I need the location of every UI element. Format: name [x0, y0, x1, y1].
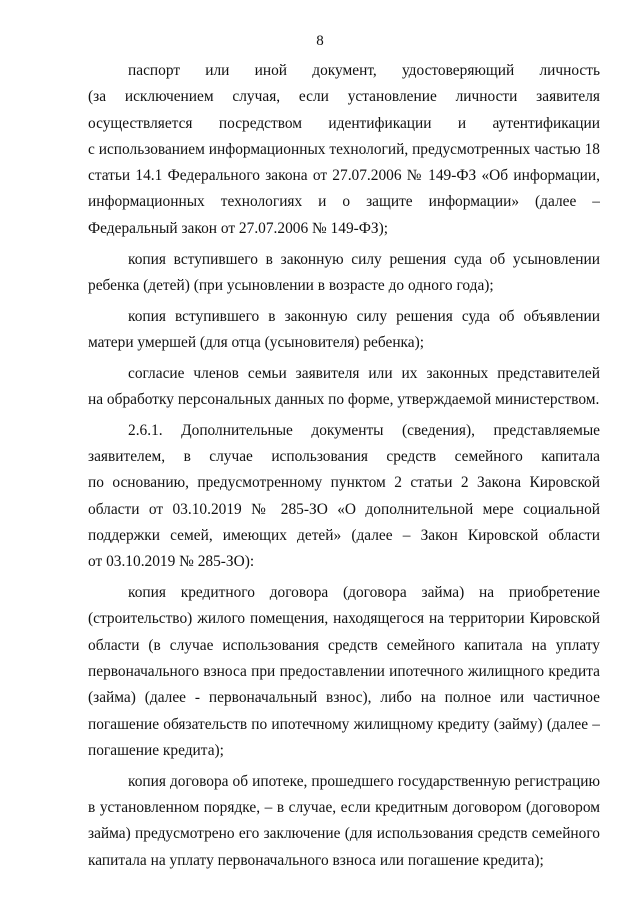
paragraph — [88, 304, 600, 357]
text-line: заявителем, в случае использования средств семейного капитала — [88, 448, 600, 466]
text-line: с использованием информационных технологий, предусмотренных частью 18 — [88, 140, 600, 158]
text-line: займа) предусмотрено его заключение (для использования средств семейного — [88, 825, 600, 843]
text-line: области (в случае использования средств семейного капитала на уплату — [88, 636, 600, 654]
text-line: информационных технологиях и о защите информации» (далее – — [88, 193, 600, 211]
text-line: погашение кредита); — [88, 741, 224, 759]
text-line: осуществляется посредством идентификации и аутентификации — [88, 114, 600, 132]
text-line: от 03.10.2019 № 285-ЗО): — [88, 553, 255, 571]
text-line: ребенка (детей) (при усыновлении в возрасте до одного года); — [88, 276, 494, 294]
paragraph — [88, 58, 600, 242]
text-line: погашение обязательств по ипотечному жилищному кредиту (займу) (далее – — [88, 715, 600, 733]
paragraph — [88, 418, 600, 576]
text-line: паспорт или иной документ, удостоверяющий личность — [128, 62, 600, 79]
text-line: копия вступившего в законную силу решения суда об усыновлении — [128, 250, 600, 268]
text-line: (за исключением случая, если установление личности заявителя — [88, 88, 600, 106]
text-line: области от 03.10.2019 № 285-ЗО «О дополнительной мере социальной — [88, 500, 600, 518]
text-line: копия договора об ипотеке, прошедшего государственную регистрацию — [128, 772, 600, 790]
text-line: по основанию, предусмотренному пунктом 2 статьи 2 Закона Кировской — [88, 474, 600, 492]
text-line: копия кредитного договора (договора займа) на приобретение — [128, 584, 600, 602]
text-line: поддержки семей, имеющих детей» (далее – Закон Кировской области — [88, 527, 600, 545]
text-line: согласие членов семьи заявителя или их законных представителей — [128, 364, 600, 382]
text-line: Федеральный закон от 27.07.2006 № 149-ФЗ); — [88, 219, 389, 237]
document-body — [88, 58, 600, 874]
text-line: в установленном порядке, – в случае, если кредитным договором (договором — [88, 799, 600, 817]
text-line: матери умершей (для отца (усыновителя) ребенка); — [88, 333, 425, 351]
paragraph — [88, 769, 600, 874]
text-line: статьи 14.1 Федерального закона от 27.07.2006 № 149-ФЗ «Об информации, — [88, 167, 600, 185]
text-line: копия вступившего в законную силу решения суда об объявлении — [128, 307, 600, 325]
paragraph — [88, 580, 600, 764]
paragraph — [88, 361, 600, 414]
page-number: 8 — [316, 33, 324, 49]
text-line: первоначального взноса при предоставлении ипотечного жилищного кредита — [88, 663, 600, 681]
text-line: капитала на уплату первоначального взноса или погашение кредита); — [88, 851, 544, 869]
text-line: (строительство) жилого помещения, находящегося на территории Кировской — [88, 610, 600, 628]
paragraph — [88, 247, 600, 300]
text-line: 2.6.1. Дополнительные документы (сведения), представляемые — [128, 421, 600, 439]
text-line: (займа) (далее - первоначальный взнос), либо на полное или частичное — [88, 689, 600, 707]
text-line: на обработку персональных данных по форме, утверждаемой министерством. — [88, 391, 600, 409]
